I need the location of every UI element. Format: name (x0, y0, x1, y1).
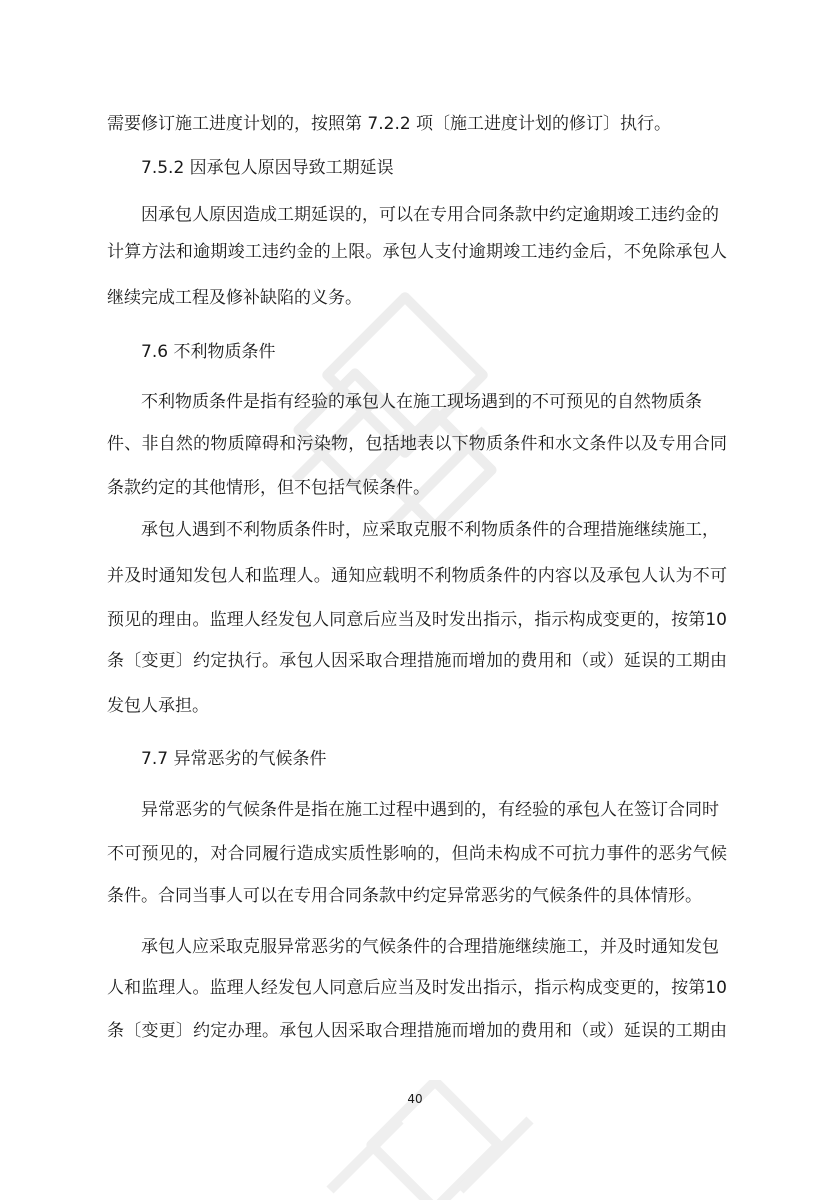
paragraph-line: 异常恶劣的气候条件是指在施工过程中遇到的，有经验的承包人在签订合同时 (141, 800, 719, 820)
paragraph-line: 需要修订施工进度计划的，按照第 7.2.2 项〔施工进度计划的修订〕执行。 (107, 114, 672, 134)
paragraph-line: 条件。合同当事人可以在专用合同条款中约定异常恶劣的气候条件的具体情形。 (107, 886, 702, 906)
paragraph-line: 预见的理由。监理人经发包人同意后应当及时发出指示，指示构成变更的，按第10 (107, 610, 727, 630)
section-heading-7-7: 7.7 异常恶劣的气候条件 (141, 749, 327, 769)
paragraph-line: 计算方法和逾期竣工违约金的上限。承包人支付逾期竣工违约金后，不免除承包人 (107, 242, 727, 262)
paragraph-line: 条款约定的其他情形，但不包括气候条件。 (107, 478, 430, 498)
paragraph-line: 发包人承担。 (107, 696, 209, 716)
paragraph-line: 条〔变更〕约定执行。承包人因采取合理措施而增加的费用和（或）延误的工期由 (107, 651, 727, 671)
paragraph-line: 不可预见的，对合同履行造成实质性影响的，但尚未构成不可抗力事件的恶劣气候 (107, 844, 727, 864)
paragraph-line: 继续完成工程及修补缺陷的义务。 (107, 288, 362, 308)
paragraph-line: 承包人应采取克服异常恶劣的气候条件的合理措施继续施工，并及时通知发包 (141, 937, 719, 957)
paragraph-line: 人和监理人。监理人经发包人同意后应当及时发出指示，指示构成变更的，按第10 (107, 978, 727, 998)
section-heading-7-5-2: 7.5.2 因承包人原因导致工期延误 (141, 158, 394, 178)
page-number: 40 (407, 1092, 423, 1106)
paragraph-line: 件、非自然的物质障碍和污染物，包括地表以下物质条件和水文条件以及专用合同 (107, 434, 727, 454)
paragraph-line: 承包人遇到不利物质条件时，应采取克服不利物质条件的合理措施继续施工， (141, 520, 719, 540)
paragraph-line: 不利物质条件是指有经验的承包人在施工现场遇到的不可预见的自然物质条 (141, 392, 702, 412)
paragraph-line: 并及时通知发包人和监理人。通知应载明不利物质条件的内容以及承包人认为不可 (107, 566, 727, 586)
paragraph-line: 条〔变更〕约定办理。承包人因采取合理措施而增加的费用和（或）延误的工期由 (107, 1021, 727, 1041)
paragraph-line: 因承包人原因造成工期延误的，可以在专用合同条款中约定逾期竣工违约金的 (141, 205, 719, 225)
section-heading-7-6: 7.6 不利物质条件 (141, 342, 276, 362)
